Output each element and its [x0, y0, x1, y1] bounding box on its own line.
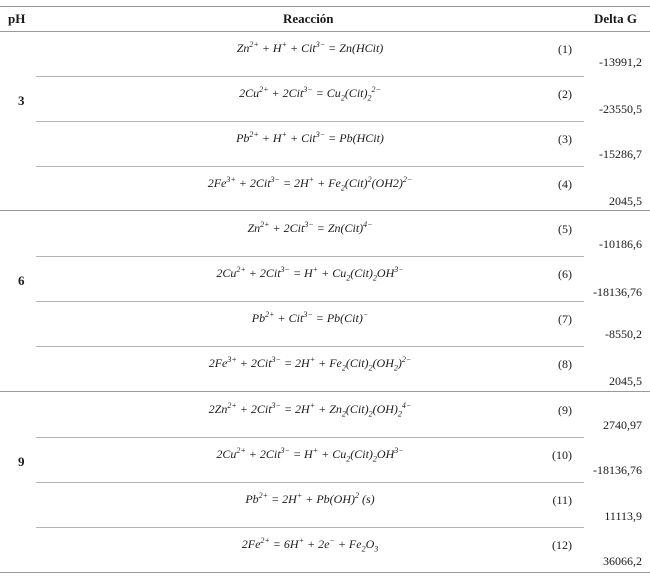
header-delta-g: Delta G — [594, 11, 637, 26]
table-row — [36, 301, 584, 347]
delta-g-value: -15286,7 — [599, 147, 642, 161]
table-row — [36, 346, 584, 391]
table-bottom-border — [0, 572, 650, 573]
group-ph-3 — [0, 31, 650, 211]
reaction-equation: $Pb^{2+} + H^+ + Cit^{3-}$ = Pb(HCit) — [236, 130, 384, 145]
reaction-number: (1) — [558, 42, 572, 56]
delta-g-value: 11113,9 — [604, 509, 642, 523]
table-row — [36, 76, 584, 122]
reaction-equation: $2Fe^{3+} + 2Cit^{3-} = 2H^+ + Fe_2(Cit)^2(OH2)^{2-}$ — [207, 175, 413, 193]
reaction-number: (6) — [558, 267, 572, 281]
reaction-equation: $2Cu^{2+} + 2Cit^{3-} = Cu_2(Cit)_2^{2-}$ — [239, 85, 381, 103]
table-row — [36, 437, 584, 483]
reaction-equation: $Pb^{2+} + Cit^{3-} = Pb(Cit)^-$ — [251, 310, 369, 325]
delta-g-value: -10186,6 — [599, 237, 642, 251]
delta-g-value: 36066,2 — [603, 554, 642, 568]
reaction-number: (12) — [552, 538, 572, 552]
table-row — [36, 31, 584, 77]
group-ph-6 — [0, 211, 650, 392]
table-row — [36, 256, 584, 302]
table-row — [36, 166, 584, 211]
delta-g-value: -8550,2 — [605, 327, 642, 341]
reaction-equation: $Pb^{2+} = 2H^+ + Pb(OH)^2$ (s) — [245, 491, 375, 506]
delta-g-value: 2045,5 — [609, 194, 642, 208]
table-row — [36, 527, 584, 572]
delta-g-value: -23550,5 — [599, 102, 642, 116]
reaction-equation: $Zn^{2+} + 2Cit^{3-} = Zn(Cit)^{4-}$ — [247, 220, 373, 235]
table-header — [0, 6, 650, 32]
delta-g-value: -13991,2 — [599, 55, 642, 69]
table-row — [36, 211, 584, 257]
reaction-number: (11) — [552, 493, 572, 507]
reaction-number: (10) — [552, 448, 572, 462]
reaction-number: (2) — [558, 87, 572, 101]
delta-g-value: 2740,97 — [603, 418, 642, 432]
reaction-number: (5) — [558, 222, 572, 236]
reaction-number: (3) — [558, 132, 572, 146]
reaction-equation: $2Fe^{3+} + 2Cit^{3-} = 2H^+ + Fe_2(Cit)_2(OH_2)^{2-}$ — [208, 355, 412, 373]
table-row — [36, 121, 584, 167]
reaction-equation: $Zn^{2+} + H^+ + Cit^{3-}$ = Zn(HCit) — [236, 40, 384, 55]
table-row — [36, 392, 584, 438]
delta-g-value: 2045,5 — [609, 374, 642, 388]
header-reaccion: Reacción — [283, 11, 334, 26]
ph-value: 3 — [18, 93, 25, 108]
reaction-equation: $2Fe^{2+} = 6H^+ + 2e^- + Fe_2O_3$ — [241, 536, 379, 554]
reaction-number: (4) — [558, 177, 572, 191]
reaction-equation: $2Cu^{2+} + 2Cit^{3-} = H^+ + Cu_2(Cit)_2OH^{3-}$ — [216, 446, 404, 464]
header-ph: pH — [8, 11, 26, 26]
ph-value: 6 — [18, 273, 25, 288]
delta-g-value: -18136,76 — [593, 463, 642, 477]
group-ph-9 — [0, 392, 650, 572]
table-row — [36, 482, 584, 528]
reaction-number: (8) — [558, 357, 572, 371]
delta-g-value: -18136,76 — [593, 285, 642, 299]
reaction-equation: $2Zn^{2+} + 2Cit^{3-} = 2H^+ + Zn_2(Cit)_2(OH)_2^{4-}$ — [208, 401, 412, 419]
reaction-number: (7) — [558, 312, 572, 326]
reaction-number: (9) — [558, 403, 572, 417]
ph-value: 9 — [18, 454, 25, 469]
reaction-equation: $2Cu^{2+} + 2Cit^{3-} = H^+ + Cu_2(Cit)_2OH^{3-}$ — [216, 265, 404, 283]
